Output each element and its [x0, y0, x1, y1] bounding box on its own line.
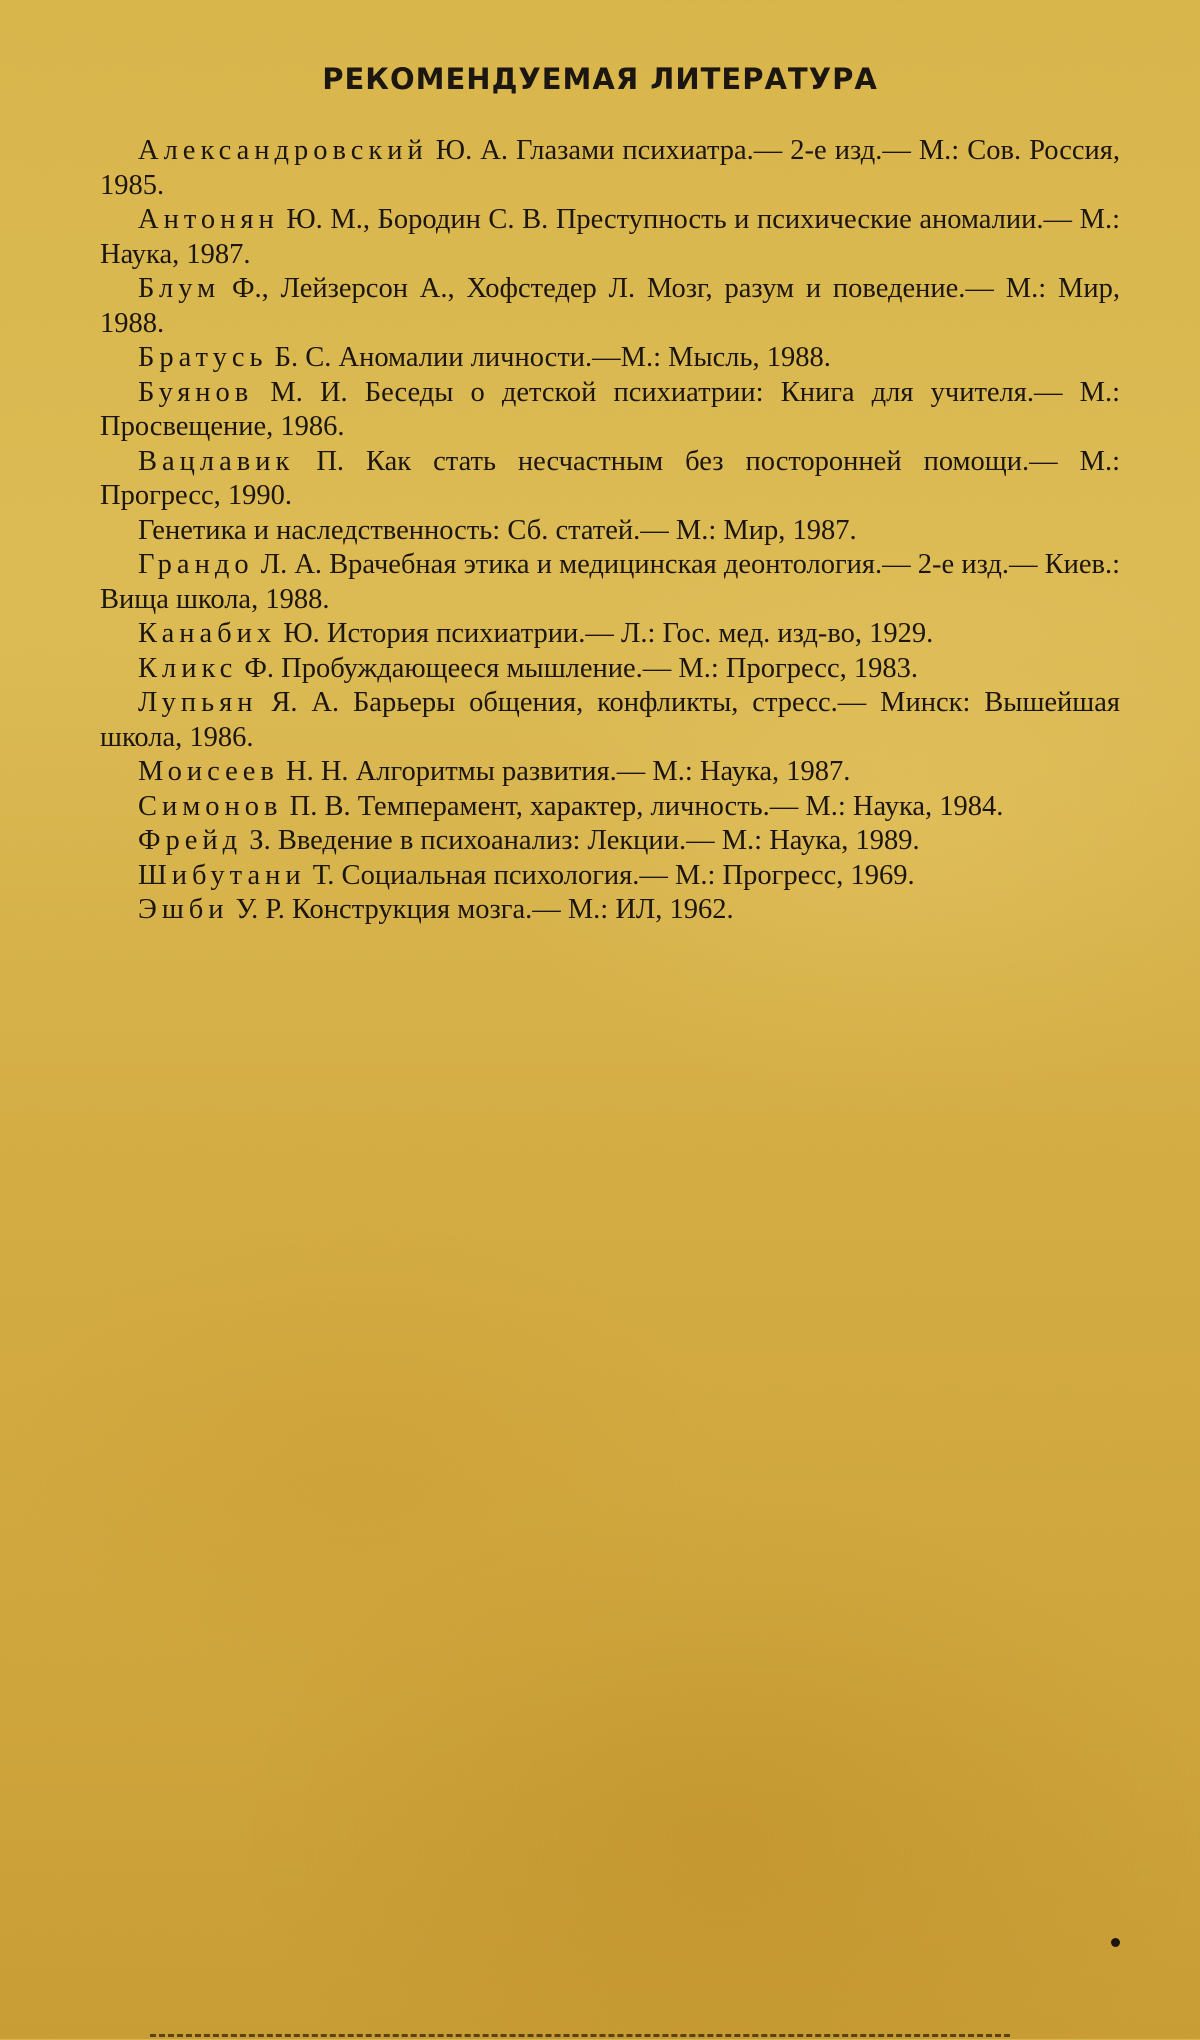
reference-text: Ю. М., Бородин С. В. Преступность и психические аномалии.— М.: Наука, 1987. [100, 204, 1120, 270]
reference-list [100, 134, 1120, 928]
ink-dot [1111, 1938, 1120, 1947]
reference-entry [100, 755, 1120, 790]
reference-author: Фрейд [138, 825, 243, 856]
reference-author: Кликс [138, 652, 238, 684]
reference-author: Буянов [138, 376, 254, 408]
reference-author: Грандо [138, 549, 254, 580]
reference-text: М. И. Беседы о детской психиатрии: Книга для учителя.— М.: Просвещение, 1986. [100, 376, 1120, 442]
reference-entry [100, 203, 1120, 272]
reference-text: З. Введение в психоанализ: Лекции.— М.: Наука, 1989. [242, 825, 920, 856]
reference-author: Моисеев [138, 756, 279, 787]
reference-text: Ф., Лейзерсон А., Хофстедер Л. Мозг, разум и поведение.— М.: Мир, 1988. [100, 273, 1120, 339]
reference-text: У. Р. Конструкция мозга.— М.: ИЛ, 1962. [228, 894, 734, 925]
reference-entry [100, 859, 1120, 894]
reference-text: Л. А. Врачебная этика и медицинская деонтология.— 2-е изд.— Киев.: Вища школа, 1988. [100, 549, 1120, 615]
reference-author: Вацлавик [138, 445, 295, 477]
reference-text: Ф. Пробуждающееся мышление.— М.: Прогресс, 1983. [237, 652, 918, 684]
reference-author: Лупьян [138, 687, 258, 718]
reference-text: П. Как стать несчастным без посторонней помощи.— М.: Прогресс, 1990. [100, 445, 1120, 511]
reference-author: Эшби [138, 894, 229, 925]
reference-entry [100, 134, 1120, 203]
reference-text: П. В. Темперамент, характер, личность.— М.: Наука, 1984. [282, 790, 1004, 822]
reference-text: Б. С. Аномалии личности.—М.: Мысль, 1988. [267, 342, 831, 373]
reference-entry [100, 652, 1120, 687]
reference-entry [100, 686, 1120, 755]
reference-entry [100, 514, 1120, 549]
reference-text: Генетика и наследственность: Сб. статей.— М.: Мир, 1987. [138, 514, 857, 546]
reference-entry [100, 824, 1120, 859]
reference-entry [100, 445, 1120, 514]
reference-entry [100, 893, 1120, 928]
reference-author: Братусь [138, 342, 268, 373]
reference-entry [100, 272, 1120, 341]
reference-text: Я. А. Барьеры общения, конфликты, стресс.— Минск: Вышейшая школа, 1986. [100, 687, 1120, 753]
reference-text: Н. Н. Алгоритмы развития.— М.: Наука, 1987. [278, 756, 851, 787]
reference-author: Александровский [138, 135, 428, 166]
reference-text: Ю. А. Глазами психиатра.— 2-е изд.— М.: Сов. Россия, 1985. [100, 135, 1120, 201]
bottom-edge-rule [150, 2034, 1010, 2040]
reference-author: Симонов [138, 790, 283, 822]
reference-entry [100, 617, 1120, 652]
reference-text: Ю. История психиатрии.— Л.: Гос. мед. изд-во, 1929. [276, 618, 934, 649]
reference-entry [100, 376, 1120, 445]
reference-author: Канабих [138, 618, 277, 649]
reference-entry [100, 790, 1120, 825]
reference-text: Т. Социальная психология.— М.: Прогресс, 1969. [305, 859, 915, 891]
page-title: РЕКОМЕНДУЕМАЯ ЛИТЕРАТУРА [322, 62, 878, 96]
reference-author: Антонян [138, 204, 279, 235]
reference-entry [100, 548, 1120, 617]
reference-author: Шибутани [138, 859, 306, 891]
reference-entry [100, 341, 1120, 376]
reference-author: Блум [138, 273, 221, 304]
